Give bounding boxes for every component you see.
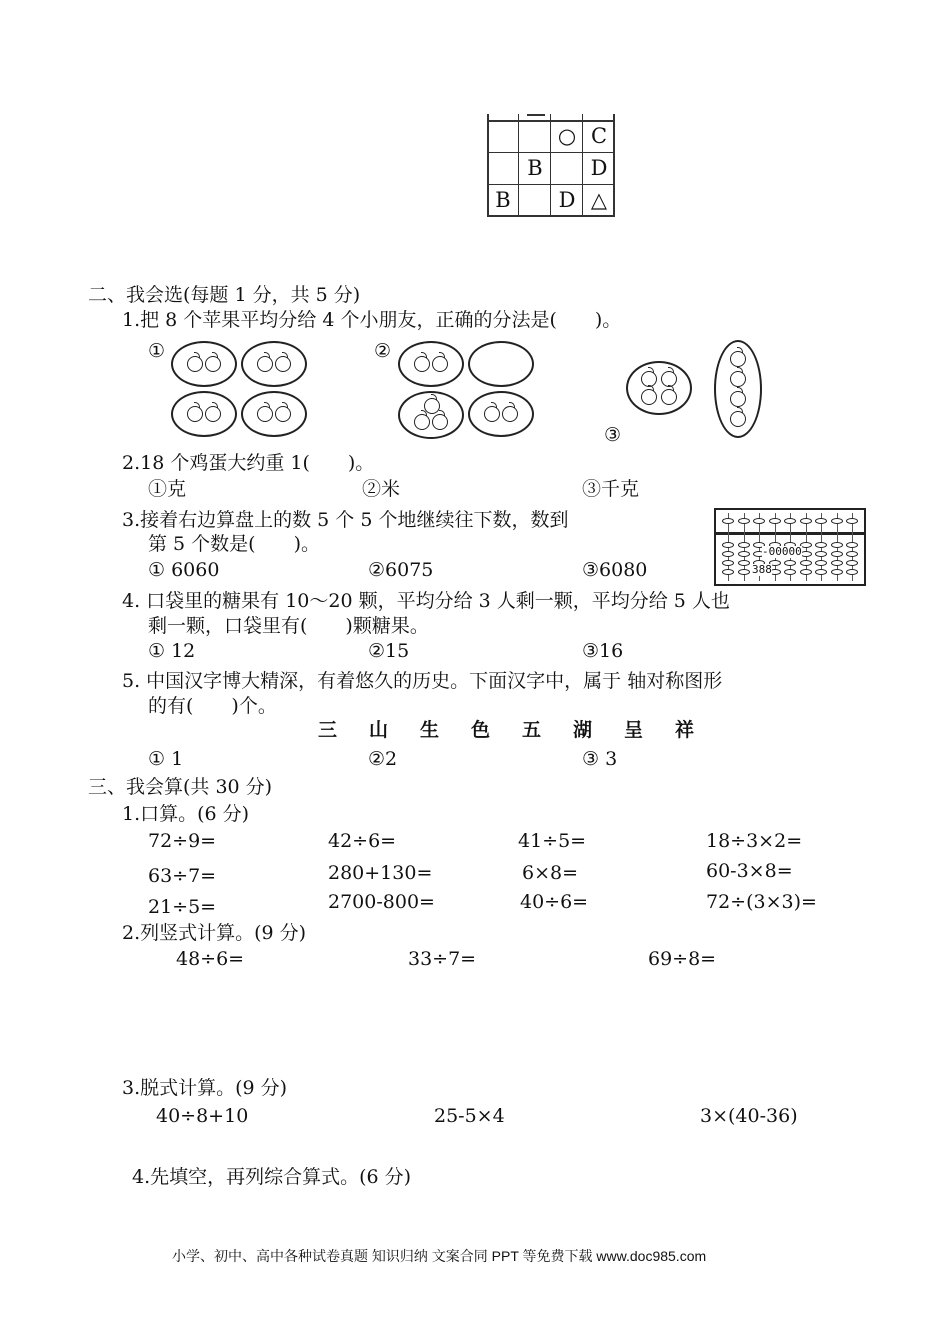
q5-option-1: ① 1: [148, 748, 184, 770]
abacus-note: 388: [752, 563, 772, 576]
q1-option2-label: ②: [374, 340, 392, 362]
q2-option-3: ③千克: [582, 478, 640, 500]
q5-option-3: ③ 3: [582, 748, 618, 770]
apple-icon: [205, 356, 221, 372]
s1-item: 6×8=: [522, 862, 579, 884]
abacus-bead: [800, 569, 812, 575]
apple-cluster: [640, 371, 678, 405]
q3-line2: 第 5 个数是( )。: [148, 533, 320, 555]
grid-cell-b: B: [495, 188, 511, 212]
hanzi-char: 三: [317, 719, 337, 741]
apple-icon: [257, 356, 273, 372]
apple-icon: [730, 411, 746, 427]
s1-item: 63÷7=: [148, 865, 217, 887]
abacus-bead: [800, 518, 812, 524]
s1-item: 42÷6=: [328, 830, 397, 852]
s1-item: 21÷5=: [148, 896, 217, 918]
hanzi-char: 色: [470, 719, 490, 741]
apple-group: [171, 341, 237, 387]
apple-icon: [187, 406, 203, 422]
q1-text: 1.把 8 个苹果平均分给 4 个小朋友，正确的分法是( )。: [122, 309, 622, 331]
apple-cluster: [411, 397, 451, 433]
apple-icon: [187, 356, 203, 372]
abacus-bead: [738, 569, 750, 575]
q1-option1-label: ①: [148, 340, 166, 362]
q5-option-2: ②2: [368, 748, 398, 770]
q1-option3-label: ③: [604, 424, 622, 446]
apple-group: [468, 391, 534, 437]
q3-option-2: ②6075: [368, 559, 434, 581]
abacus-bead: [831, 560, 843, 566]
hanzi-char: 呈: [623, 719, 643, 741]
abacus-bead: [722, 569, 734, 575]
letter-shape-grid: [487, 114, 615, 216]
q4-option-3: ③16: [582, 640, 624, 662]
apple-icon: [432, 414, 448, 430]
abacus-bead: [815, 542, 827, 548]
abacus-bead: [815, 551, 827, 557]
q5-line1: 5. 中国汉字博大精深，有着悠久的历史。下面汉字中，属于 轴对称图形: [122, 670, 723, 692]
abacus-bead: [831, 518, 843, 524]
apple-group: [398, 391, 464, 439]
apple-group: [714, 340, 762, 438]
abacus-bead: [831, 569, 843, 575]
apple-icon: [275, 406, 291, 422]
s4-title: 4.先填空，再列综合算式。(6 分): [132, 1166, 412, 1188]
abacus-bead: [846, 518, 858, 524]
abacus-bead: [722, 560, 734, 566]
apple-icon: [730, 391, 746, 407]
apple-icon: [730, 351, 746, 367]
abacus-figure: [714, 508, 866, 586]
grid-cell-triangle: △: [590, 188, 608, 212]
s1-item: 2700-800=: [328, 891, 435, 913]
apple-icon: [641, 389, 657, 405]
section2-heading: 二、我会选(每题 1 分，共 5 分): [88, 284, 361, 306]
abacus-bead: [831, 542, 843, 548]
q3-option-3: ③6080: [582, 559, 648, 581]
abacus-bead: [769, 518, 781, 524]
abacus-bead: [738, 542, 750, 548]
apple-icon: [730, 371, 746, 387]
s1-item: 72÷9=: [148, 830, 217, 852]
grid-cell-c: C: [590, 124, 608, 148]
apple-group: [171, 391, 237, 437]
s1-item: 280+130=: [328, 862, 433, 884]
s3-item: 3×(40-36): [700, 1105, 798, 1127]
apple-icon: [661, 389, 677, 405]
abacus-bead: [753, 518, 765, 524]
abacus-bead: [846, 569, 858, 575]
s3-item: 40÷8+10: [156, 1105, 249, 1127]
abacus-bead: [784, 518, 796, 524]
q5-line2: 的有( )个。: [148, 695, 277, 717]
apple-group: [241, 341, 307, 387]
s2-title: 2.列竖式计算。(9 分): [122, 922, 307, 944]
abacus-bead: [831, 551, 843, 557]
hanzi-char: 祥: [674, 719, 694, 741]
abacus-bead: [815, 560, 827, 566]
s3-item: 25-5×4: [434, 1105, 505, 1127]
q2-option-1: ①克: [148, 478, 187, 500]
hanzi-char: 湖: [572, 719, 592, 741]
apple-group: [241, 391, 307, 437]
grid-cell-d: D: [558, 188, 576, 212]
abacus-bead: [784, 560, 796, 566]
s2-item: 33÷7=: [408, 948, 477, 970]
abacus-bead: [738, 551, 750, 557]
footer-text: 小学、初中、高中各种试卷真题 知识归纳 文案合同 PPT 等免费下载 www.doc985.com: [172, 1248, 707, 1264]
apple-icon: [432, 356, 448, 372]
apple-icon: [414, 356, 430, 372]
s2-item: 69÷8=: [648, 948, 717, 970]
apple-icon: [502, 406, 518, 422]
s1-title: 1.口算。(6 分): [122, 803, 250, 825]
q3-option-1: ① 6060: [148, 559, 220, 581]
abacus-bead: [846, 551, 858, 557]
apple-icon: [484, 406, 500, 422]
q2-option-2: ②米: [362, 478, 401, 500]
q5-hanzi-row: [302, 719, 710, 741]
s2-item: 48÷6=: [176, 948, 245, 970]
apple-icon: [424, 398, 440, 414]
abacus-bead: [722, 542, 734, 548]
s3-title: 3.脱式计算。(9 分): [122, 1077, 288, 1099]
abacus-bead: [846, 560, 858, 566]
abacus-bead: [846, 542, 858, 548]
grid-cell-b: B: [527, 156, 543, 180]
abacus-bead: [784, 569, 796, 575]
q3-line1: 3.接着右边算盘上的数 5 个 5 个地继续往下数，数到: [122, 509, 569, 531]
q4-line2: 剩一颗，口袋里有( )颗糖果。: [148, 615, 429, 637]
abacus-note: -00000: [762, 545, 802, 558]
q4-option-2: ②15: [368, 640, 410, 662]
hanzi-char: 山: [368, 719, 388, 741]
abacus-bead: [815, 569, 827, 575]
apple-icon: [275, 356, 291, 372]
apple-column: [729, 351, 747, 427]
abacus-bead: [722, 518, 734, 524]
section3-heading: 三、我会算(共 30 分): [88, 776, 273, 798]
hanzi-char: 生: [419, 719, 439, 741]
q4-option-1: ① 12: [148, 640, 196, 662]
s1-item: 40÷6=: [520, 891, 589, 913]
apple-group: [468, 341, 534, 387]
q4-line1: 4. 口袋里的糖果有 10～20 颗，平均分给 3 人剩一颗，平均分给 5 人也: [122, 590, 730, 612]
abacus-bead: [800, 560, 812, 566]
q2-text: 2.18 个鸡蛋大约重 1( )。: [122, 452, 375, 474]
grid-cell-circle: ○: [557, 124, 577, 148]
hanzi-char: 五: [521, 719, 541, 741]
abacus-bead: [738, 560, 750, 566]
apple-group: [626, 361, 692, 415]
s1-item: 18÷3×2=: [706, 830, 803, 852]
apple-icon: [205, 406, 221, 422]
abacus-bead: [738, 518, 750, 524]
apple-icon: [257, 406, 273, 422]
s1-item: 60-3×8=: [706, 860, 793, 882]
apple-icon: [414, 414, 430, 430]
abacus-bead: [815, 518, 827, 524]
s1-item: 72÷(3×3)=: [706, 891, 817, 913]
s1-item: 41÷5=: [518, 830, 587, 852]
apple-group: [398, 341, 464, 387]
grid-cell-d: D: [590, 156, 608, 180]
abacus-bead: [722, 551, 734, 557]
